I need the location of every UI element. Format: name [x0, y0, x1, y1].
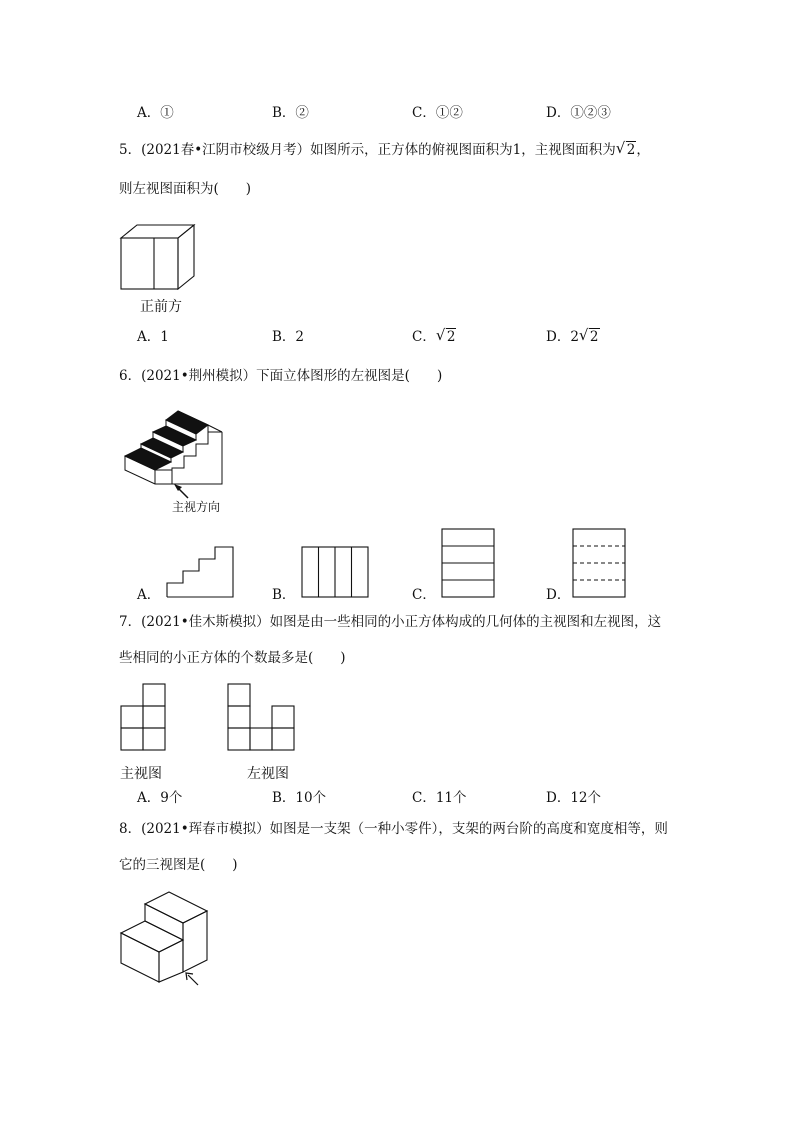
lower-step-front [121, 933, 159, 982]
q7-option-b: B．10个 [272, 790, 327, 806]
q5-sqrt-arg: 2 [626, 142, 636, 158]
q5-stem-text: 5．(2021春•江阴市校级月考）如图所示，正方体的俯视图面积为1，主视图面积为 [119, 142, 616, 158]
cube-front-face [121, 238, 178, 289]
q5-option-d-prefix: D．2 [546, 329, 579, 345]
q6-option-d-figure [570, 527, 628, 600]
side-face [183, 911, 207, 972]
q7-option-d: D．12个 [546, 790, 602, 806]
q7-stem-line2: 些相同的小正方体的个数最多是( ) [119, 650, 346, 666]
q7-caption-left: 左视图 [247, 766, 289, 782]
q6-option-a-figure [165, 545, 237, 600]
q5-option-b: B．2 [272, 329, 305, 345]
q5-option-d-sqrt: √ 2 [578, 326, 599, 345]
q6-figure-caption: 主视方向 [172, 500, 221, 514]
q6-option-c-figure [439, 527, 497, 600]
q8-stem-line1: 8．(2021•珲春市模拟）如图是一支架（一种小零件），支架的两台阶的高度和宽度相等，则 [119, 821, 668, 837]
q8-stem-line2: 它的三视图是( ) [119, 857, 238, 873]
q5-option-a: A．1 [137, 329, 169, 345]
q6-option-b-figure [300, 545, 370, 600]
q7-left-view-figure [227, 683, 297, 751]
q6-stem: 6．(2021•荆州模拟）下面立体图形的左视图是( ) [119, 368, 443, 384]
q4-option-b: B．② [272, 105, 309, 121]
q5-stem-line1 [119, 141, 650, 159]
q7-option-a: A．9个 [137, 790, 183, 806]
q6-option-a: A． [137, 587, 161, 603]
q7-caption-front: 主视图 [120, 766, 162, 782]
q5-option-d [546, 328, 600, 346]
q5-option-c-sqrt-arg: 2 [446, 329, 456, 345]
q5-option-c-sqrt: √ 2 [435, 326, 456, 345]
q6-staircase-figure [122, 408, 227, 493]
q5-sqrt: √ 2 [615, 139, 636, 158]
q5-option-c [412, 328, 456, 346]
q5-stem-line2: 则左视图面积为( ) [119, 181, 252, 197]
q8-bracket-figure [118, 885, 213, 985]
q4-option-a: A．① [137, 105, 174, 121]
q4-option-d: D．①②③ [546, 105, 611, 121]
q6-option-d: D． [546, 587, 571, 603]
q5-option-d-sqrt-arg: 2 [589, 329, 599, 345]
upper-step-front [145, 904, 183, 940]
q4-option-c: C．①② [412, 105, 463, 121]
q5-cube-figure [118, 222, 198, 292]
q7-front-view-figure [120, 683, 168, 751]
q5-stem-comma: ， [636, 142, 650, 158]
q7-stem-line1: 7．(2021•佳木斯模拟）如图是由一些相同的小正方体构成的几何体的主视图和左视图，这 [119, 614, 662, 630]
q5-option-c-prefix: C． [412, 329, 436, 345]
upper-step-top [145, 892, 207, 923]
lower-step-top [121, 921, 183, 952]
cube-top-face [121, 225, 194, 238]
q5-figure-caption: 正前方 [140, 299, 182, 315]
q8-view-arrow [188, 975, 198, 985]
q6-option-b: B． [272, 587, 296, 603]
cube-side-face [178, 225, 194, 289]
q7-option-c: C．11个 [412, 790, 467, 806]
q6-option-c: C． [412, 587, 436, 603]
